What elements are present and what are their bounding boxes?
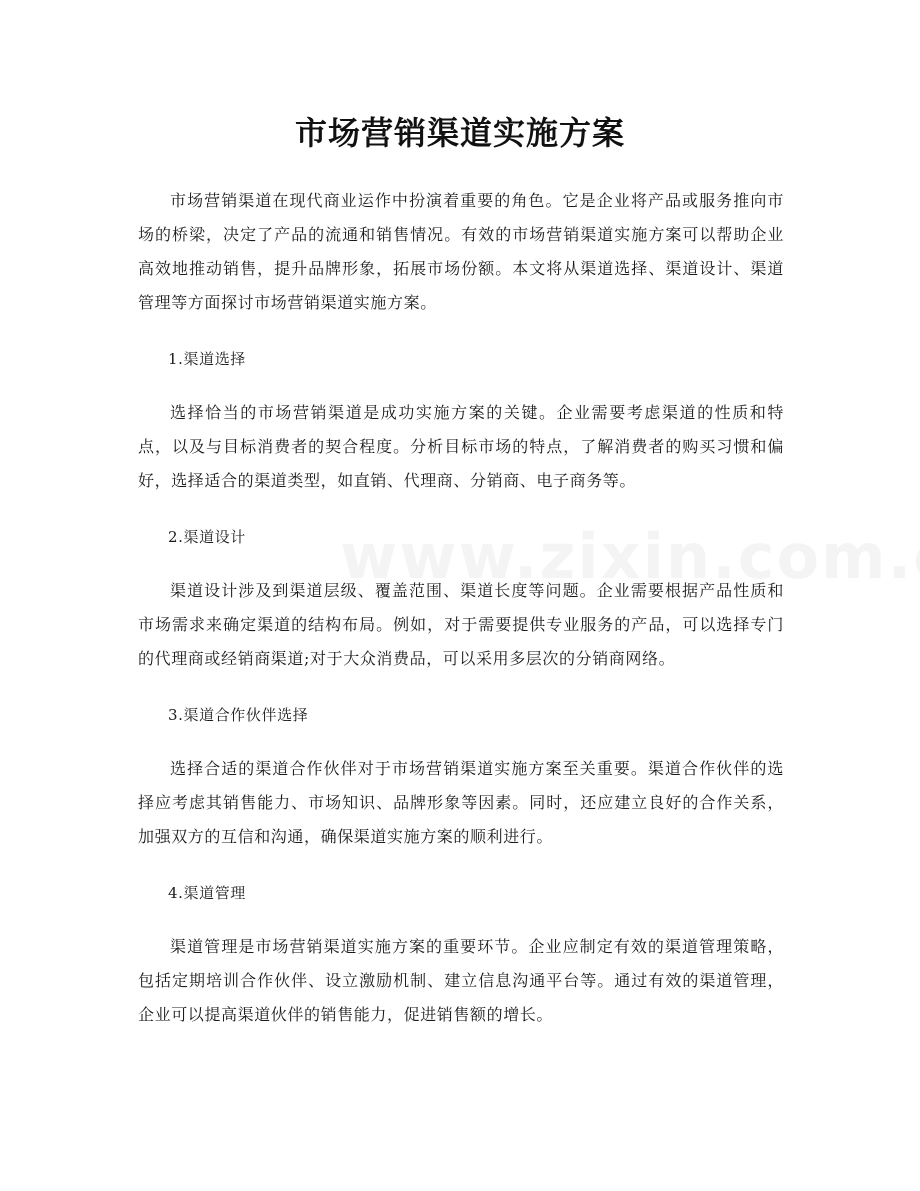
paragraph-channel-management: 渠道管理是市场营销渠道实施方案的重要环节。企业应制定有效的渠道管理策略，包括定期培训合作伙伴、设立激励机制、建立信息沟通平台等。通过有效的渠道管理，企业可以提高渠道伙伴的销售能力，促进销售额的增长。	[138, 937, 784, 1024]
paragraph-channel-design: 渠道设计涉及到渠道层级、覆盖范围、渠道长度等问题。企业需要根据产品性质和市场需求来确定渠道的结构布局。例如，对于需要提供专业服务的产品，可以选择专门的代理商或经销商渠道;对于大众消费品，可以采用多层次的分销商网络。	[138, 581, 784, 668]
section-heading-partner-selection: 3.渠道合作伙伴选择	[168, 706, 309, 724]
section-heading-channel-design: 2.渠道设计	[168, 528, 246, 546]
document-title: 市场营销渠道实施方案	[294, 114, 625, 152]
document-body	[138, 184, 784, 1054]
paragraph-partner-selection: 选择合适的渠道合作伙伴对于市场营销渠道实施方案至关重要。渠道合作伙伴的选择应考虑其销售能力、市场知识、品牌形象等因素。同时，还应建立良好的合作关系，加强双方的互信和沟通，确保渠道实施方案的顺利进行。	[138, 759, 784, 846]
section-heading-channel-management: 4.渠道管理	[168, 884, 246, 902]
intro-paragraph: 市场营销渠道在现代商业运作中扮演着重要的角色。它是企业将产品或服务推向市场的桥梁，决定了产品的流通和销售情况。有效的市场营销渠道实施方案可以帮助企业高效地推动销售，提升品牌形象，拓展市场份额。本文将从渠道选择、渠道设计、渠道管理等方面探讨市场营销渠道实施方案。	[138, 191, 784, 312]
paragraph-channel-selection: 选择恰当的市场营销渠道是成功实施方案的关键。企业需要考虑渠道的性质和特点，以及与目标消费者的契合程度。分析目标市场的特点，了解消费者的购买习惯和偏好，选择适合的渠道类型，如直销、代理商、分销商、电子商务等。	[138, 403, 784, 490]
section-heading-channel-selection: 1.渠道选择	[168, 350, 246, 368]
